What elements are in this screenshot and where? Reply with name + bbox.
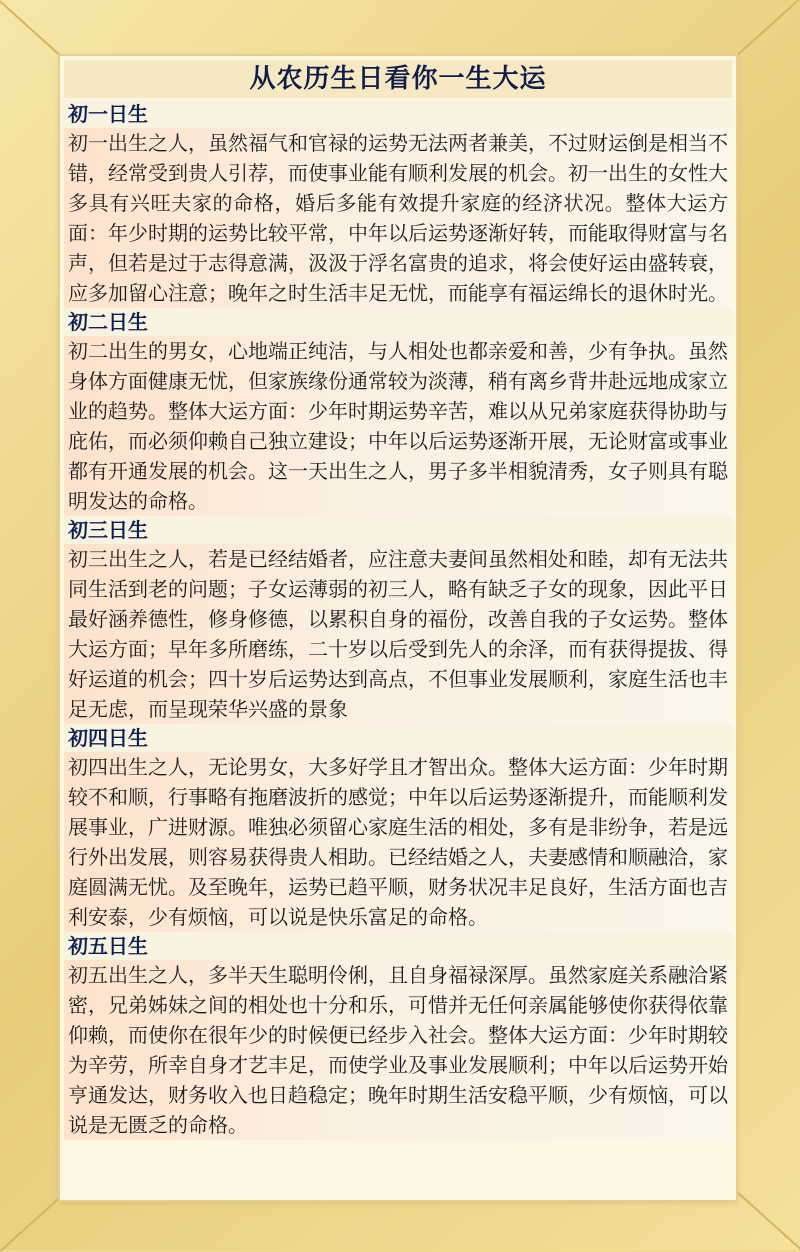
sections-container	[64, 100, 732, 1140]
page-title: 从农历生日看你一生大运	[64, 60, 732, 98]
section-heading-day4: 初四日生	[64, 724, 732, 752]
section-text-day3: 初三出生之人，若是已经结婚者，应注意夫妻间虽然相处和睦，却有无法共同生活到老的问题；子女运薄弱的初三人，略有缺乏子女的现象，因此平日最好涵养德性，修身修德，以累积自身的福份，改善自我的子女运势。整体大运方面；早年多所磨练，二十岁以后受到先人的余泽，而有获得提拔、得好运道的机会；四十岁后运势达到高点，不但事业发展顺利，家庭生活也丰足无虑，而呈现荣华兴盛的景象	[64, 544, 732, 724]
section-heading-day3: 初三日生	[64, 516, 732, 544]
section-heading-day1: 初一日生	[64, 100, 732, 128]
section-heading-day2: 初二日生	[64, 308, 732, 336]
section-text-day4: 初四出生之人，无论男女，大多好学且才智出众。整体大运方面：少年时期较不和顺，行事略有拖磨波折的感觉；中年以后运势逐渐提升，而能顺利发展事业，广进财源。唯独必须留心家庭生活的相处，多有是非纷争，若是远行外出发展，则容易获得贵人相助。已经结婚之人，夫妻感情和顺融洽，家庭圆满无忧。及至晚年，运势已趋平顺，财务状况丰足良好，生活方面也吉利安泰，少有烦恼，可以说是快乐富足的命格。	[64, 752, 732, 932]
section-text-day1: 初一出生之人，虽然福气和官禄的运势无法两者兼美，不过财运倒是相当不错，经常受到贵人引荐，而使事业能有顺利发展的机会。初一出生的女性大多具有兴旺夫家的命格，婚后多能有效提升家庭的经济状况。整体大运方面：年少时期的运势比较平常，中年以后运势逐渐好转，而能取得财富与名声，但若是过于志得意满，汲汲于浮名富贵的追求，将会使好运由盛转衰，应多加留心注意；晚年之时生活丰足无忧，而能享有福运绵长的退休时光。	[64, 128, 732, 308]
section-text-day5: 初五出生之人，多半天生聪明伶俐，且自身福禄深厚。虽然家庭关系融洽紧密，兄弟姊妹之间的相处也十分和乐，可惜并无任何亲属能够使你获得依靠仰赖，而使你在很年少的时候便已经步入社会。整体大运方面：少年时期较为辛劳，所幸自身才艺丰足，而使学业及事业发展顺利；中年以后运势开始亨通发达，财务收入也日趋稳定；晚年时期生活安稳平顺，少有烦恼，可以说是无匮乏的命格。	[64, 960, 732, 1140]
section-text-day2: 初二出生的男女，心地端正纯洁，与人相处也都亲爱和善，少有争执。虽然身体方面健康无忧，但家族缘份通常较为淡薄，稍有离乡背井赴远地成家立业的趋势。整体大运方面：少年时期运势辛苦，难以从兄弟家庭获得协助与庇佑，而必须仰赖自己独立建设；中年以后运势逐渐开展，无论财富或事业都有开通发展的机会。这一天出生之人，男子多半相貌清秀，女子则具有聪明发达的命格。	[64, 336, 732, 516]
section-heading-day5: 初五日生	[64, 932, 732, 960]
